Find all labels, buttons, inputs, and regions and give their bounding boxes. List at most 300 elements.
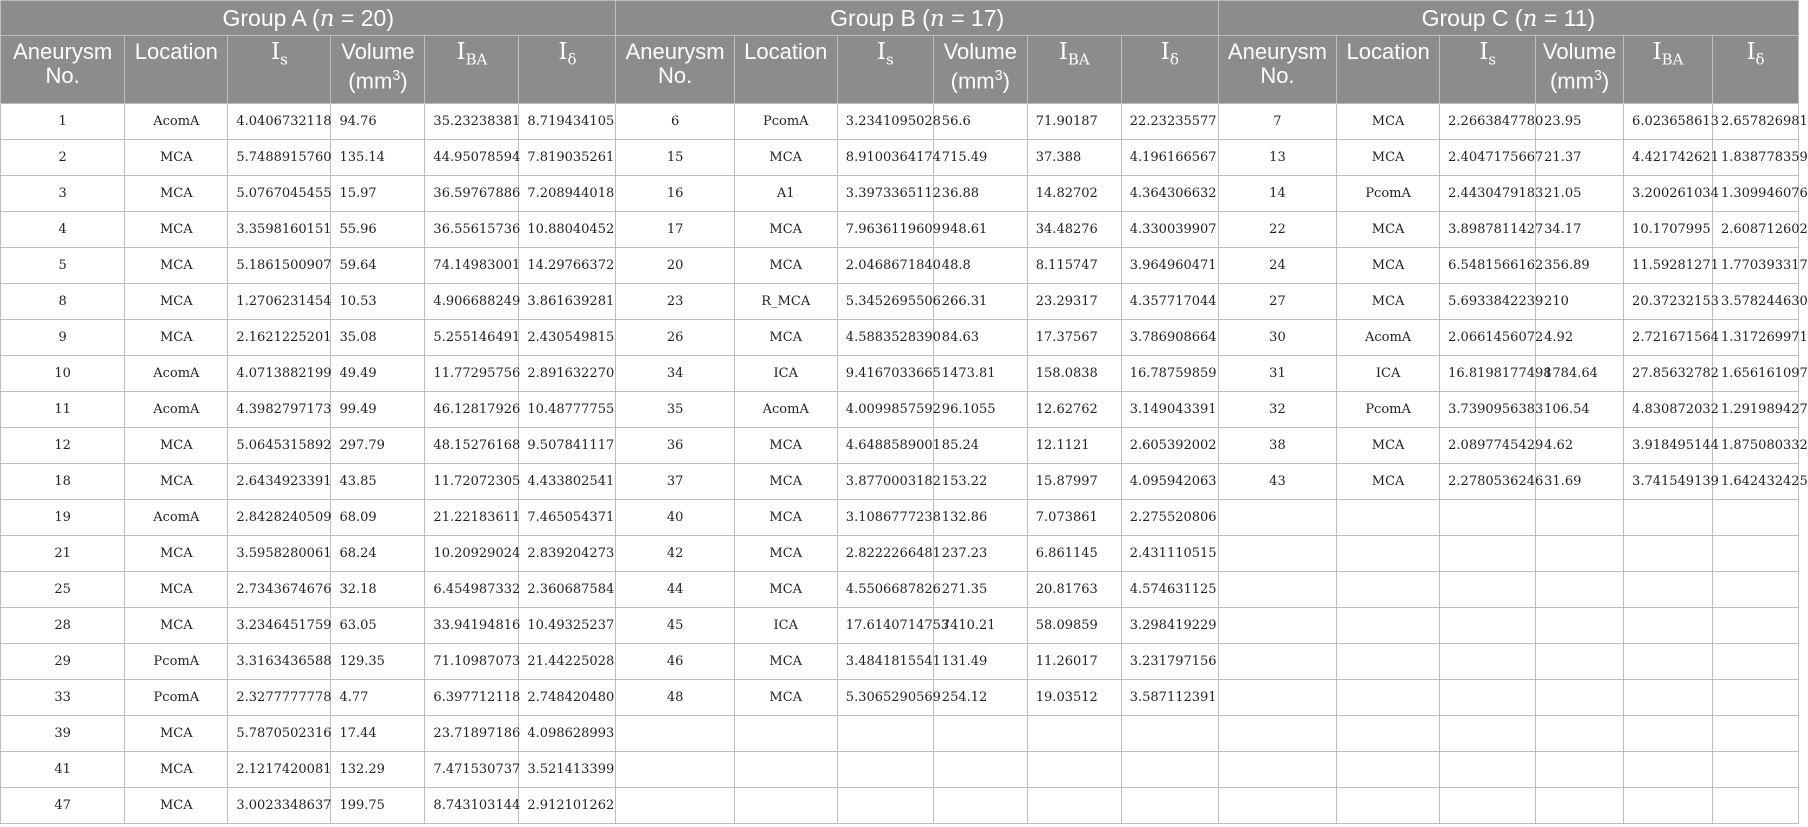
group-a-idelta-cell: 2.839204273 (519, 536, 616, 572)
group-b-aneurysm-no-cell: 34 (616, 356, 734, 392)
group-c-aneurysm-no-cell: 31 (1218, 356, 1336, 392)
group-a-is-cell: 5.0645315892 (228, 428, 331, 464)
group-a-is-cell: 3.5958280061 (228, 536, 331, 572)
group-a-location-cell: MCA (125, 284, 228, 320)
group-a-iba-cell: 36.55615736 (425, 212, 519, 248)
group-a-volume-cell: 68.09 (331, 500, 425, 536)
group-a-volume-cell: 10.53 (331, 284, 425, 320)
group-c-volume-cell: 4.62 (1536, 428, 1624, 464)
group-c-aneurysm-no-cell: 22 (1218, 212, 1336, 248)
group-b-idelta-cell: 3.298419229 (1121, 608, 1218, 644)
group-b-volume-cell: 132.86 (933, 500, 1027, 536)
group-b-iba-cell: 158.0838 (1027, 356, 1121, 392)
group-c-location-cell (1337, 644, 1440, 680)
group-b-idelta-cell: 4.364306632 (1121, 176, 1218, 212)
group-b-idelta-cell: 3.231797156 (1121, 644, 1218, 680)
group-b-location-cell: MCA (734, 536, 837, 572)
table-row (1, 536, 1799, 572)
group-c-location-cell (1337, 608, 1440, 644)
table-body (1, 104, 1808, 824)
table-row (1, 140, 1799, 176)
group-c-idelta-cell: 1.317269971 (1712, 320, 1798, 356)
group-b-location-cell: MCA (734, 140, 837, 176)
group-b-is-cell: 3.3973365112 (837, 176, 933, 212)
group-c-location-cell: MCA (1337, 428, 1440, 464)
group-c-volume-cell (1536, 536, 1624, 572)
group-b-iba-cell: 19.03512 (1027, 680, 1121, 716)
group-a-location-cell: PcomA (125, 644, 228, 680)
group-b-idelta-cell (1121, 716, 1218, 752)
group-b-idelta-cell: 4.574631125 (1121, 572, 1218, 608)
location-header: Location (734, 36, 837, 104)
group-b-iba-cell: 34.48276 (1027, 212, 1121, 248)
group-a-location-cell: MCA (125, 212, 228, 248)
group-c-aneurysm-no-cell: 43 (1218, 464, 1336, 500)
group-a-location-cell: AcomA (125, 500, 228, 536)
group-b-volume-cell: 96.1055 (933, 392, 1027, 428)
group-a-is-cell: 2.1217420081 (228, 752, 331, 788)
group-b-location-cell: R_MCA (734, 284, 837, 320)
group-c-is-cell: 2.4047175667 (1440, 140, 1536, 176)
group-a-volume-cell: 59.64 (331, 248, 425, 284)
group-b-iba-cell: 20.81763 (1027, 572, 1121, 608)
group-c-aneurysm-no-cell (1218, 716, 1336, 752)
group-b-is-cell (837, 788, 933, 824)
group-a-volume-cell: 15.97 (331, 176, 425, 212)
group-b-idelta-cell: 4.095942063 (1121, 464, 1218, 500)
group-b-idelta-cell: 16.78759859 (1121, 356, 1218, 392)
group-c-location-cell (1337, 572, 1440, 608)
group-b-is-cell: 5.3452695506 (837, 284, 933, 320)
group-c-idelta-cell: 1.656161097 (1712, 356, 1798, 392)
group-a-location-cell: MCA (125, 536, 228, 572)
group-a-volume-cell: 297.79 (331, 428, 425, 464)
group-b-volume-cell: 1473.81 (933, 356, 1027, 392)
group-a-is-cell: 5.7870502316 (228, 716, 331, 752)
group-b-iba-cell: 17.37567 (1027, 320, 1121, 356)
volume-header: Volume $(mm^3)$ (331, 36, 425, 104)
group-b-is-cell: 5.3065290569 (837, 680, 933, 716)
group-a-is-cell: 3.3163436588 (228, 644, 331, 680)
group-a-is-cell: 4.0406732118 (228, 104, 331, 140)
group-a-location-cell: AcomA (125, 104, 228, 140)
group-b-is-cell: 9.4167033665 (837, 356, 933, 392)
group-c-aneurysm-no-cell (1218, 752, 1336, 788)
group-a-iba-cell: 48.15276168 (425, 428, 519, 464)
group-a-location-cell: PcomA (125, 680, 228, 716)
group-a-idelta-cell: 10.48777755 (519, 392, 616, 428)
group-b-aneurysm-no-cell: 44 (616, 572, 734, 608)
group-b-is-cell: 3.4841815541 (837, 644, 933, 680)
group-a-is-cell: 5.0767045455 (228, 176, 331, 212)
group-a-volume-cell: 199.75 (331, 788, 425, 824)
volume-header: Volume $(mm^3)$ (933, 36, 1027, 104)
group-a-volume-cell: 129.35 (331, 644, 425, 680)
group-a-volume-cell: 35.08 (331, 320, 425, 356)
group-a-volume-cell: 32.18 (331, 572, 425, 608)
group-c-aneurysm-no-cell (1218, 680, 1336, 716)
group-b-location-cell (734, 788, 837, 824)
group-c-aneurysm-no-cell: 32 (1218, 392, 1336, 428)
group-b-aneurysm-no-cell: 6 (616, 104, 734, 140)
group-b-is-cell: 7.9636119609 (837, 212, 933, 248)
group-b-location-cell (734, 716, 837, 752)
group-c-location-cell: MCA (1337, 104, 1440, 140)
group-b-location-cell: MCA (734, 644, 837, 680)
group-b-volume-cell (933, 788, 1027, 824)
group-b-iba-cell: 12.1121 (1027, 428, 1121, 464)
group-a-idelta-cell: 3.861639281 (519, 284, 616, 320)
group-c-location-cell: AcomA (1337, 320, 1440, 356)
table-row (1, 212, 1799, 248)
group-b-iba-cell: 12.62762 (1027, 392, 1121, 428)
group-b-volume-cell: 84.63 (933, 320, 1027, 356)
group-a-volume-cell: 68.24 (331, 536, 425, 572)
group-b-volume-cell: 266.31 (933, 284, 1027, 320)
table-row (1, 320, 1799, 356)
group-a-idelta-cell: 2.912101262 (519, 788, 616, 824)
group-c-volume-cell: 1784.64 (1536, 356, 1624, 392)
group-a-iba-cell: 36.59767886 (425, 176, 519, 212)
group-a-iba-cell: 11.72072305 (425, 464, 519, 500)
group-a-volume-cell: 63.05 (331, 608, 425, 644)
group-a-is-cell: 2.1621225201 (228, 320, 331, 356)
group-c-is-cell (1440, 608, 1536, 644)
group-c-idelta-cell: 1.642432425 (1712, 464, 1798, 500)
group-c-idelta-cell (1712, 680, 1798, 716)
group-b-volume-cell (933, 752, 1027, 788)
group-c-is-cell: 2.0897745429 (1440, 428, 1536, 464)
iba-header: $I_{BA}$ (425, 36, 519, 104)
group-c-iba-cell (1624, 608, 1713, 644)
group-c-is-cell: 2.4430479183 (1440, 176, 1536, 212)
group-a-idelta-cell: 21.44225028 (519, 644, 616, 680)
group-b-aneurysm-no-cell: 17 (616, 212, 734, 248)
group-c-is-cell: 3.8987811427 (1440, 212, 1536, 248)
group-c-is-cell (1440, 644, 1536, 680)
group-a-location-cell: MCA (125, 140, 228, 176)
group-c-iba-cell (1624, 716, 1713, 752)
group-b-idelta-cell: 3.149043391 (1121, 392, 1218, 428)
group-c-volume-cell: 31.69 (1536, 464, 1624, 500)
group-a-iba-cell: 33.94194816 (425, 608, 519, 644)
group-c-aneurysm-no-cell (1218, 788, 1336, 824)
column-header-row (1, 36, 1799, 104)
group-a-idelta-cell: 3.521413399 (519, 752, 616, 788)
group-a-iba-cell: 6.454987332 (425, 572, 519, 608)
group-a-idelta-cell: 4.433802541 (519, 464, 616, 500)
group-b-idelta-cell: 2.275520806 (1121, 500, 1218, 536)
location-header: Location (1337, 36, 1440, 104)
iba-header: $I_{BA}$ (1027, 36, 1121, 104)
group-a-idelta-cell: 8.719434105 (519, 104, 616, 140)
group-a-is-cell: 2.6434923391 (228, 464, 331, 500)
group-a-is-cell: 1.2706231454 (228, 284, 331, 320)
group-a-is-cell: 5.7488915760 (228, 140, 331, 176)
group-a-iba-cell: 11.77295756 (425, 356, 519, 392)
group-b-iba-cell (1027, 716, 1121, 752)
group-c-idelta-cell: 3.578244630 (1712, 284, 1798, 320)
group-c-location-cell (1337, 500, 1440, 536)
group-c-is-cell: 5.6933842239 (1440, 284, 1536, 320)
group-c-is-cell (1440, 536, 1536, 572)
group-a-idelta-cell: 7.465054371 (519, 500, 616, 536)
group-c-is-cell (1440, 788, 1536, 824)
group-a-header: Group A (n = 20) (1, 1, 616, 36)
group-c-aneurysm-no-cell: 7 (1218, 104, 1336, 140)
group-c-aneurysm-no-cell: 13 (1218, 140, 1336, 176)
group-a-location-cell: MCA (125, 608, 228, 644)
group-c-location-cell (1337, 536, 1440, 572)
group-a-location-cell: MCA (125, 572, 228, 608)
group-c-volume-cell (1536, 572, 1624, 608)
group-b-is-cell: 3.8770003182 (837, 464, 933, 500)
group-b-volume-cell: 237.23 (933, 536, 1027, 572)
group-c-volume-cell (1536, 644, 1624, 680)
group-a-is-cell: 2.8428240509 (228, 500, 331, 536)
group-c-iba-cell: 3.200261034 (1624, 176, 1713, 212)
table-header (1, 1, 1799, 104)
group-a-is-cell: 3.0023348637 (228, 788, 331, 824)
idelta-header: $I_\delta$ (1121, 36, 1218, 104)
group-b-location-cell: PcomA (734, 104, 837, 140)
group-a-location-cell: AcomA (125, 356, 228, 392)
group-b-iba-cell: 11.26017 (1027, 644, 1121, 680)
group-c-is-cell (1440, 716, 1536, 752)
group-a-is-cell: 2.7343674676 (228, 572, 331, 608)
group-c-iba-cell (1624, 788, 1713, 824)
group-c-aneurysm-no-cell (1218, 500, 1336, 536)
group-a-iba-cell: 74.14983001 (425, 248, 519, 284)
group-b-aneurysm-no-cell: 35 (616, 392, 734, 428)
group-b-iba-cell (1027, 788, 1121, 824)
group-a-volume-cell: 55.96 (331, 212, 425, 248)
group-b-aneurysm-no-cell: 45 (616, 608, 734, 644)
group-c-location-cell (1337, 788, 1440, 824)
group-b-aneurysm-no-cell: 20 (616, 248, 734, 284)
group-b-is-cell: 4.5883528390 (837, 320, 933, 356)
table-row (1, 752, 1799, 788)
is-header: $I_s$ (228, 36, 331, 104)
group-c-aneurysm-no-cell (1218, 572, 1336, 608)
group-c-is-cell (1440, 500, 1536, 536)
group-a-iba-cell: 35.23238381 (425, 104, 519, 140)
group-a-location-cell: MCA (125, 176, 228, 212)
group-c-volume-cell (1536, 716, 1624, 752)
group-c-location-cell (1337, 680, 1440, 716)
group-a-aneurysm-no-cell: 18 (1, 464, 125, 500)
group-b-volume-cell: 7410.21 (933, 608, 1027, 644)
group-a-is-cell: 2.3277777778 (228, 680, 331, 716)
group-b-idelta-cell (1121, 752, 1218, 788)
group-c-idelta-cell: 2.608712602 (1712, 212, 1798, 248)
group-a-idelta-cell: 4.098628993 (519, 716, 616, 752)
group-c-volume-cell (1536, 608, 1624, 644)
group-b-is-cell: 8.9100364174 (837, 140, 933, 176)
group-c-aneurysm-no-cell: 27 (1218, 284, 1336, 320)
group-b-aneurysm-no-cell: 40 (616, 500, 734, 536)
group-b-volume-cell: 271.35 (933, 572, 1027, 608)
group-a-is-cell: 5.1861500907 (228, 248, 331, 284)
group-b-iba-cell: 15.87997 (1027, 464, 1121, 500)
group-b-aneurysm-no-cell (616, 788, 734, 824)
group-c-aneurysm-no-cell (1218, 536, 1336, 572)
group-a-volume-cell: 43.85 (331, 464, 425, 500)
group-c-aneurysm-no-cell (1218, 608, 1336, 644)
table-row (1, 356, 1799, 392)
group-c-iba-cell: 3.918495144 (1624, 428, 1713, 464)
group-b-iba-cell: 8.115747 (1027, 248, 1121, 284)
idelta-header: $I_\delta$ (1712, 36, 1798, 104)
group-b-iba-cell (1027, 752, 1121, 788)
group-c-volume-cell: 106.54 (1536, 392, 1624, 428)
group-c-iba-cell (1624, 680, 1713, 716)
group-b-volume-cell: 131.49 (933, 644, 1027, 680)
group-a-idelta-cell: 2.748420480 (519, 680, 616, 716)
group-b-idelta-cell: 22.23235577 (1121, 104, 1218, 140)
group-a-aneurysm-no-cell: 2 (1, 140, 125, 176)
group-c-idelta-cell: 1.770393317 (1712, 248, 1798, 284)
table-row (1, 392, 1799, 428)
group-b-volume-cell (933, 716, 1027, 752)
group-b-is-cell (837, 716, 933, 752)
group-c-location-cell: MCA (1337, 248, 1440, 284)
group-c-volume-cell: 4.92 (1536, 320, 1624, 356)
group-a-location-cell: MCA (125, 788, 228, 824)
group-b-iba-cell: 37.388 (1027, 140, 1121, 176)
group-b-is-cell: 3.1086777238 (837, 500, 933, 536)
group-c-location-cell: MCA (1337, 140, 1440, 176)
group-b-iba-cell: 6.861145 (1027, 536, 1121, 572)
table-row (1, 104, 1799, 140)
group-c-idelta-cell: 2.657826981 (1712, 104, 1798, 140)
group-c-volume-cell: 21.05 (1536, 176, 1624, 212)
group-c-aneurysm-no-cell (1218, 644, 1336, 680)
group-c-volume-cell (1536, 500, 1624, 536)
is-header: $I_s$ (1440, 36, 1536, 104)
group-c-volume-cell: 23.95 (1536, 104, 1624, 140)
group-c-is-cell: 16.8198177498 (1440, 356, 1536, 392)
group-a-idelta-cell: 10.88040452 (519, 212, 616, 248)
group-b-location-cell: AcomA (734, 392, 837, 428)
group-a-location-cell: MCA (125, 320, 228, 356)
group-c-aneurysm-no-cell: 24 (1218, 248, 1336, 284)
group-b-idelta-cell: 2.605392002 (1121, 428, 1218, 464)
group-a-idelta-cell: 10.49325237 (519, 608, 616, 644)
group-a-is-cell: 4.3982797173 (228, 392, 331, 428)
group-c-volume-cell (1536, 788, 1624, 824)
group-c-iba-cell (1624, 644, 1713, 680)
group-c-location-cell (1337, 716, 1440, 752)
group-c-is-cell: 2.2780536246 (1440, 464, 1536, 500)
group-c-location-cell: MCA (1337, 464, 1440, 500)
group-b-idelta-cell: 4.330039907 (1121, 212, 1218, 248)
group-c-volume-cell (1536, 680, 1624, 716)
group-header-row (1, 1, 1799, 36)
group-a-idelta-cell: 7.208944018 (519, 176, 616, 212)
group-b-aneurysm-no-cell: 37 (616, 464, 734, 500)
volume-header: Volume $(mm^3)$ (1536, 36, 1624, 104)
group-c-iba-cell: 4.421742621 (1624, 140, 1713, 176)
group-c-location-cell (1337, 752, 1440, 788)
group-b-is-cell: 4.6488589001 (837, 428, 933, 464)
group-a-location-cell: MCA (125, 716, 228, 752)
group-b-location-cell: MCA (734, 500, 837, 536)
group-c-is-cell (1440, 572, 1536, 608)
table-row (1, 788, 1799, 824)
group-a-idelta-cell: 14.29766372 (519, 248, 616, 284)
group-c-idelta-cell: 1.291989427 (1712, 392, 1798, 428)
group-c-idelta-cell (1712, 536, 1798, 572)
table-row (1, 176, 1799, 212)
group-b-location-cell: MCA (734, 464, 837, 500)
group-c-aneurysm-no-cell: 38 (1218, 428, 1336, 464)
group-b-aneurysm-no-cell: 46 (616, 644, 734, 680)
group-c-idelta-cell (1712, 752, 1798, 788)
group-a-aneurysm-no-cell: 10 (1, 356, 125, 392)
group-c-volume-cell: 21.37 (1536, 140, 1624, 176)
group-b-aneurysm-no-cell: 15 (616, 140, 734, 176)
group-b-volume-cell: 948.61 (933, 212, 1027, 248)
group-c-iba-cell (1624, 752, 1713, 788)
group-c-iba-cell: 27.85632782 (1624, 356, 1713, 392)
group-c-volume-cell: 356.89 (1536, 248, 1624, 284)
table-row (1, 284, 1799, 320)
table-row (1, 644, 1799, 680)
table-row (1, 248, 1799, 284)
group-b-location-cell: MCA (734, 428, 837, 464)
group-b-volume-cell: 56.6 (933, 104, 1027, 140)
group-c-idelta-cell (1712, 716, 1798, 752)
group-a-is-cell: 3.3598160151 (228, 212, 331, 248)
group-b-idelta-cell: 2.431110515 (1121, 536, 1218, 572)
group-c-is-cell: 3.7390956383 (1440, 392, 1536, 428)
group-b-iba-cell: 7.073861 (1027, 500, 1121, 536)
group-b-location-cell: MCA (734, 320, 837, 356)
table-row (1, 428, 1799, 464)
group-a-aneurysm-no-cell: 8 (1, 284, 125, 320)
group-c-is-cell (1440, 680, 1536, 716)
group-b-location-cell: MCA (734, 572, 837, 608)
group-c-iba-cell: 6.023658613 (1624, 104, 1713, 140)
group-a-location-cell: MCA (125, 428, 228, 464)
group-c-volume-cell: 210 (1536, 284, 1624, 320)
group-a-iba-cell: 10.20929024 (425, 536, 519, 572)
aneurysm-no-header: Aneurysm No. (1, 36, 125, 104)
group-b-iba-cell: 58.09859 (1027, 608, 1121, 644)
group-a-aneurysm-no-cell: 25 (1, 572, 125, 608)
group-a-iba-cell: 71.10987073 (425, 644, 519, 680)
aneurysm-no-header: Aneurysm No. (616, 36, 734, 104)
group-a-iba-cell: 46.12817926 (425, 392, 519, 428)
group-a-iba-cell: 44.95078594 (425, 140, 519, 176)
group-b-idelta-cell: 4.357717044 (1121, 284, 1218, 320)
group-c-is-cell: 6.5481566162 (1440, 248, 1536, 284)
table-row (1, 464, 1799, 500)
group-a-aneurysm-no-cell: 47 (1, 788, 125, 824)
group-b-iba-cell: 23.29317 (1027, 284, 1121, 320)
group-b-aneurysm-no-cell: 36 (616, 428, 734, 464)
group-b-idelta-cell (1121, 788, 1218, 824)
group-a-aneurysm-no-cell: 28 (1, 608, 125, 644)
group-a-idelta-cell: 2.430549815 (519, 320, 616, 356)
group-b-volume-cell: 715.49 (933, 140, 1027, 176)
is-header: $I_s$ (837, 36, 933, 104)
group-c-volume-cell: 34.17 (1536, 212, 1624, 248)
group-a-aneurysm-no-cell: 9 (1, 320, 125, 356)
group-b-aneurysm-no-cell: 16 (616, 176, 734, 212)
group-a-aneurysm-no-cell: 5 (1, 248, 125, 284)
